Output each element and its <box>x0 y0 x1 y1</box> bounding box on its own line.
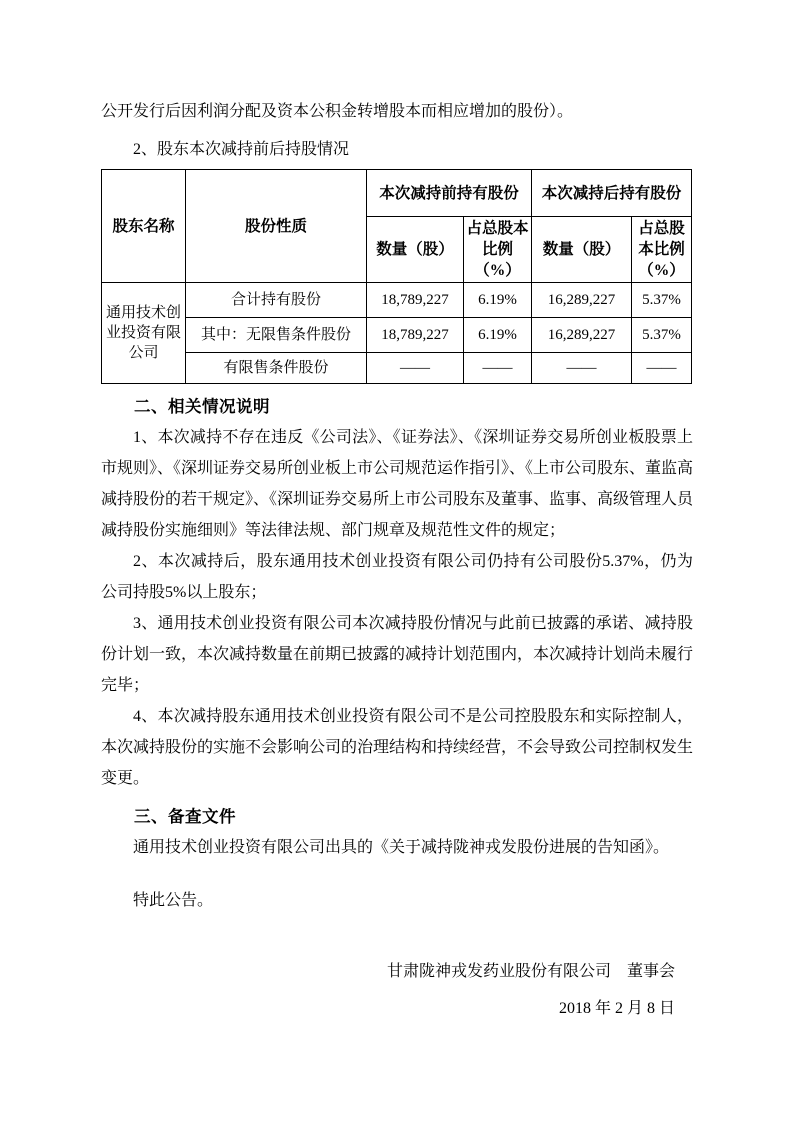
announcement-date: 2018 年 2 月 8 日 <box>558 1000 675 1017</box>
related-paragraph-1: 1、本次减持不存在违反《公司法》、《证券法》、《深圳证券交易所创业板股票上市规则》、《深圳证券交易所创业板上市公司规范运作指引》、《上市公司股东、董监高减持股份的若干规定》、《深圳证券交易所上市公司股东及董事、监事、高级管理人员减持股份实施细则》等法律法规、部门规章及规范性文件的规定； <box>101 429 694 539</box>
related-paragraph-3: 3、通用技术创业投资有限公司本次减持股份情况与此前已披露的承诺、减持股份计划一致，本次减持数量在前期已披露的减持计划范围内，本次减持计划尚未履行完毕； <box>101 615 694 694</box>
related-paragraph-4: 4、本次减持股东通用技术创业投资有限公司不是公司控股股东和实际控制人，本次减持股份的实施不会影响公司的治理结构和持续经营，不会导致公司控制权发生变更。 <box>101 708 694 787</box>
table-row-unrestricted <box>102 318 692 353</box>
share-nature-cell: 有限售条件股份 <box>186 353 367 384</box>
table-row-restricted <box>102 353 692 384</box>
item2-heading: 2、股东本次减持前后持股情况 <box>133 141 350 158</box>
after-ratio-cell: 5.37% <box>632 318 692 353</box>
company-signature: 甘肃陇神戎发药业股份有限公司 董事会 <box>386 963 675 980</box>
after-quantity-cell: 16,289,227 <box>532 318 632 353</box>
header-after-group: 本次减持后持有股份 <box>532 170 692 217</box>
before-ratio-cell: 6.19% <box>464 318 532 353</box>
header-after-quantity: 数量（股） <box>532 217 632 283</box>
after-quantity-cell: 16,289,227 <box>532 283 632 318</box>
related-paragraph-2: 2、本次减持后，股东通用技术创业投资有限公司仍持有公司股份5.37%，仍为公司持股5%以上股东； <box>101 553 693 601</box>
section-heading-related: 二、相关情况说明 <box>134 398 270 416</box>
header-before-quantity: 数量（股） <box>367 217 464 283</box>
after-quantity-cell: —— <box>532 353 632 384</box>
before-quantity-cell: 18,789,227 <box>367 318 464 353</box>
before-ratio-cell: 6.19% <box>464 283 532 318</box>
share-nature-cell: 合计持有股份 <box>186 283 367 318</box>
before-ratio-cell: —— <box>464 353 532 384</box>
table-header-group-row <box>102 170 692 217</box>
header-after-ratio: 占总股本比例（%） <box>632 217 692 283</box>
after-ratio-cell: 5.37% <box>632 283 692 318</box>
header-shareholder-name: 股东名称 <box>102 170 186 283</box>
header-before-ratio: 占总股本比例（%） <box>464 217 532 283</box>
share-nature-cell: 其中：无限售条件股份 <box>186 318 367 353</box>
shareholder-name-cell: 通用技术创业投资有限公司 <box>102 283 186 384</box>
continuation-text: 公开发行后因利润分配及资本公积金转增股本而相应增加的股份）。 <box>101 103 574 120</box>
header-before-group: 本次减持前持有股份 <box>367 170 532 217</box>
after-ratio-cell: —— <box>632 353 692 384</box>
closing-statement: 特此公告。 <box>133 892 214 909</box>
holdings-table <box>101 169 692 384</box>
header-share-nature: 股份性质 <box>186 170 367 283</box>
reference-document-text: 通用技术创业投资有限公司出具的《关于减持陇神戎发股份进展的告知函》。 <box>133 839 670 856</box>
table-row-total <box>102 283 692 318</box>
before-quantity-cell: 18,789,227 <box>367 283 464 318</box>
signature-block <box>101 956 693 1024</box>
section-heading-reference: 三、备查文件 <box>134 808 236 826</box>
before-quantity-cell: —— <box>367 353 464 384</box>
